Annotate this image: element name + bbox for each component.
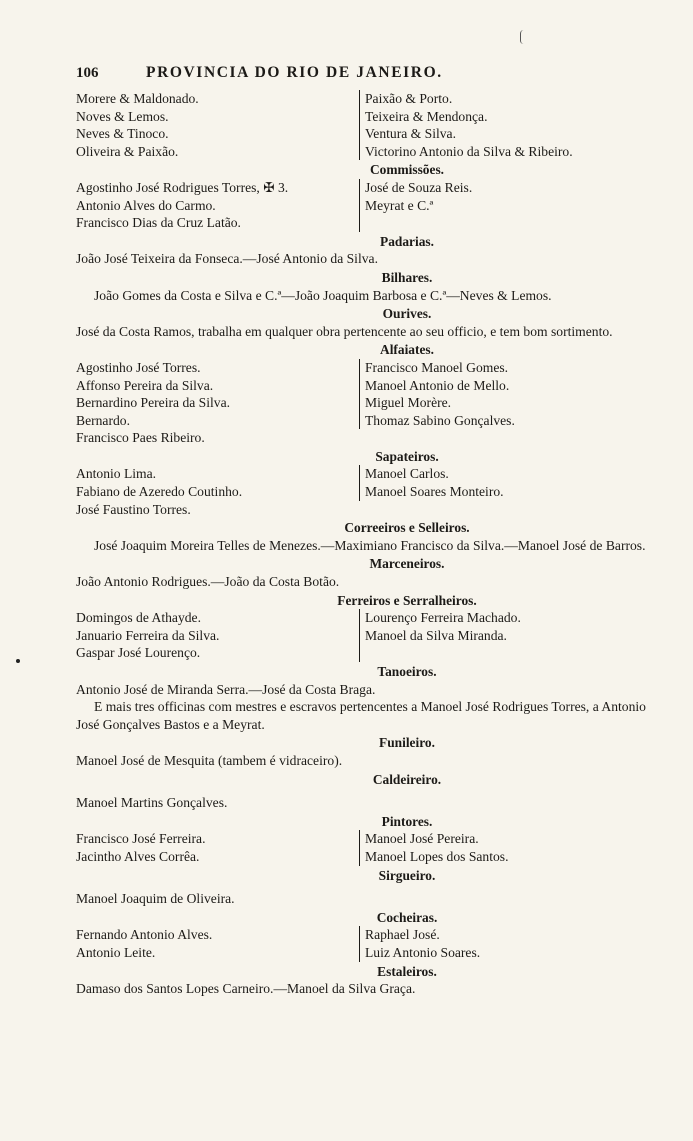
list-item: Oliveira & Paixão. <box>76 143 179 159</box>
section-heading-sirgueiro: Sirgueiro. <box>378 867 436 883</box>
list-item: Domingos de Athayde. <box>76 610 201 626</box>
list-item: Francisco Manoel Gomes. <box>365 359 509 375</box>
list-item: Luiz Antonio Soares. <box>365 944 481 960</box>
section-heading-funileiro: Funileiro. <box>379 735 435 751</box>
section-sapateiros <box>76 465 648 518</box>
entry-text: João Antonio Rodrigues.—João da Costa Botão. <box>76 574 340 590</box>
list-item: Antonio Leite. <box>76 944 156 960</box>
list-item: Agostinho José Rodrigues Torres, ✠ 3. <box>76 179 289 195</box>
list-item: Ventura & Silva. <box>365 126 456 142</box>
list-item: Manoel Soares Monteiro. <box>365 484 504 500</box>
list-item: Thomaz Sabino Gonçalves. <box>365 412 515 428</box>
top-list <box>76 90 648 160</box>
list-item: Francisco Dias da Cruz Latão. <box>76 215 241 231</box>
list-item: Manoel da Silva Miranda. <box>365 627 507 643</box>
section-heading-ferreiros: Ferreiros e Serralheiros. <box>337 592 477 608</box>
section-heading-pintores: Pintores. <box>381 813 433 829</box>
page-header <box>76 64 648 86</box>
section-alfaiates <box>76 359 648 447</box>
section-heading-caldeireiro: Caldeireiro. <box>372 771 442 787</box>
paper-mark <box>520 30 527 44</box>
section-pintores <box>76 830 648 865</box>
entry-text: João Gomes da Costa e Silva e C.ª—João Joaquim Barbosa e C.ª—Neves & Lemos. <box>94 287 552 303</box>
list-item: Raphael José. <box>365 927 440 943</box>
entry-text: Antonio José de Miranda Serra.—José da Costa Braga. <box>76 681 376 697</box>
section-heading-tanoeiros: Tanoeiros. <box>377 664 437 679</box>
list-item: Victorino Antonio da Silva & Ribeiro. <box>365 143 573 159</box>
list-item: Fabiano de Azeredo Coutinho. <box>76 484 243 500</box>
list-item: Antonio Alves do Carmo. <box>76 197 216 213</box>
list-item: Francisco José Ferreira. <box>76 831 206 847</box>
section-heading-bilhares: Bilhares. <box>381 269 433 285</box>
list-item: Teixeira & Mendonça. <box>365 108 488 124</box>
list-item: Bernardo. <box>76 412 130 428</box>
list-item: Fernando Antonio Alves. <box>76 927 213 943</box>
section-cocheiras <box>76 926 648 961</box>
list-item: Agostinho José Torres. <box>76 359 201 375</box>
running-title: PROVINCIA DO RIO DE JANEIRO. <box>146 64 443 81</box>
list-item: Januario Ferreira da Silva. <box>76 627 220 643</box>
section-ferreiros <box>76 609 648 662</box>
list-item: Neves & Tinoco. <box>76 126 169 142</box>
list-item: Lourenço Ferreira Machado. <box>365 610 521 626</box>
ink-dot <box>16 659 20 663</box>
list-item: José Faustino Torres. <box>76 501 191 517</box>
list-item: Miguel Morère. <box>365 395 452 411</box>
list-item: Bernardino Pereira da Silva. <box>76 395 231 411</box>
list-item: Antonio Lima. <box>76 466 157 482</box>
list-item: Gaspar José Lourenço. <box>76 645 201 661</box>
section-heading-commissoes: Commissões. <box>369 162 444 178</box>
entry-text: Manoel José de Mesquita (tambem é vidraceiro). <box>76 752 343 768</box>
entry-text: Damaso dos Santos Lopes Carneiro.—Manoel da Silva Graça. <box>76 981 416 997</box>
section-heading-sapateiros: Sapateiros. <box>375 448 439 464</box>
list-item: Jacintho Alves Corrêa. <box>76 848 200 864</box>
section-commissoes <box>76 179 648 232</box>
section-heading-marceneiros: Marceneiros. <box>369 556 445 572</box>
list-item: Noves & Lemos. <box>76 108 169 124</box>
entry-text: Manoel Joaquim de Oliveira. <box>76 891 235 907</box>
page-number: 106 <box>76 65 99 81</box>
section-heading-cocheiras: Cocheiras. <box>376 909 438 925</box>
list-item: Meyrat e C.ª <box>365 197 434 213</box>
list-item: Affonso Pereira da Silva. <box>76 377 214 393</box>
list-item: José de Souza Reis. <box>365 179 473 195</box>
section-heading-ourives: Ourives. <box>382 306 432 322</box>
list-item: Manoel Carlos. <box>365 466 449 482</box>
entry-text: José da Costa Ramos, trabalha em qualquer obra pertencente ao seu officio, e tem bom sortimento. <box>76 323 613 339</box>
list-item: Paixão & Porto. <box>365 91 453 106</box>
list-item: Morere & Maldonado. <box>76 91 199 106</box>
list-item: Francisco Paes Ribeiro. <box>76 430 205 446</box>
entry-text: E mais tres officinas com mestres e escravos pertencentes a Manoel José Rodrigues Torres, a Antonio José Gonçalves Bastos e a Meyrat. <box>76 699 646 732</box>
entry-text: João José Teixeira da Fonseca.—José Antonio da Silva. <box>76 251 378 267</box>
page-content <box>76 64 648 998</box>
list-item: Manoel Lopes dos Santos. <box>365 848 509 864</box>
section-heading-padarias: Padarias. <box>380 233 434 249</box>
section-heading-estaleiros: Estaleiros. <box>377 963 437 979</box>
entry-text: José Joaquim Moreira Telles de Menezes.—Maximiano Francisco da Silva.—Manoel José de Barros. <box>94 537 646 553</box>
section-heading-correeiros: Correeiros e Selleiros. <box>344 520 470 536</box>
list-item: Manoel José Pereira. <box>365 831 479 847</box>
entry-text: Manoel Martins Gonçalves. <box>76 795 228 811</box>
list-item: Manoel Antonio de Mello. <box>365 377 510 393</box>
section-heading-alfaiates: Alfaiates. <box>380 342 434 358</box>
